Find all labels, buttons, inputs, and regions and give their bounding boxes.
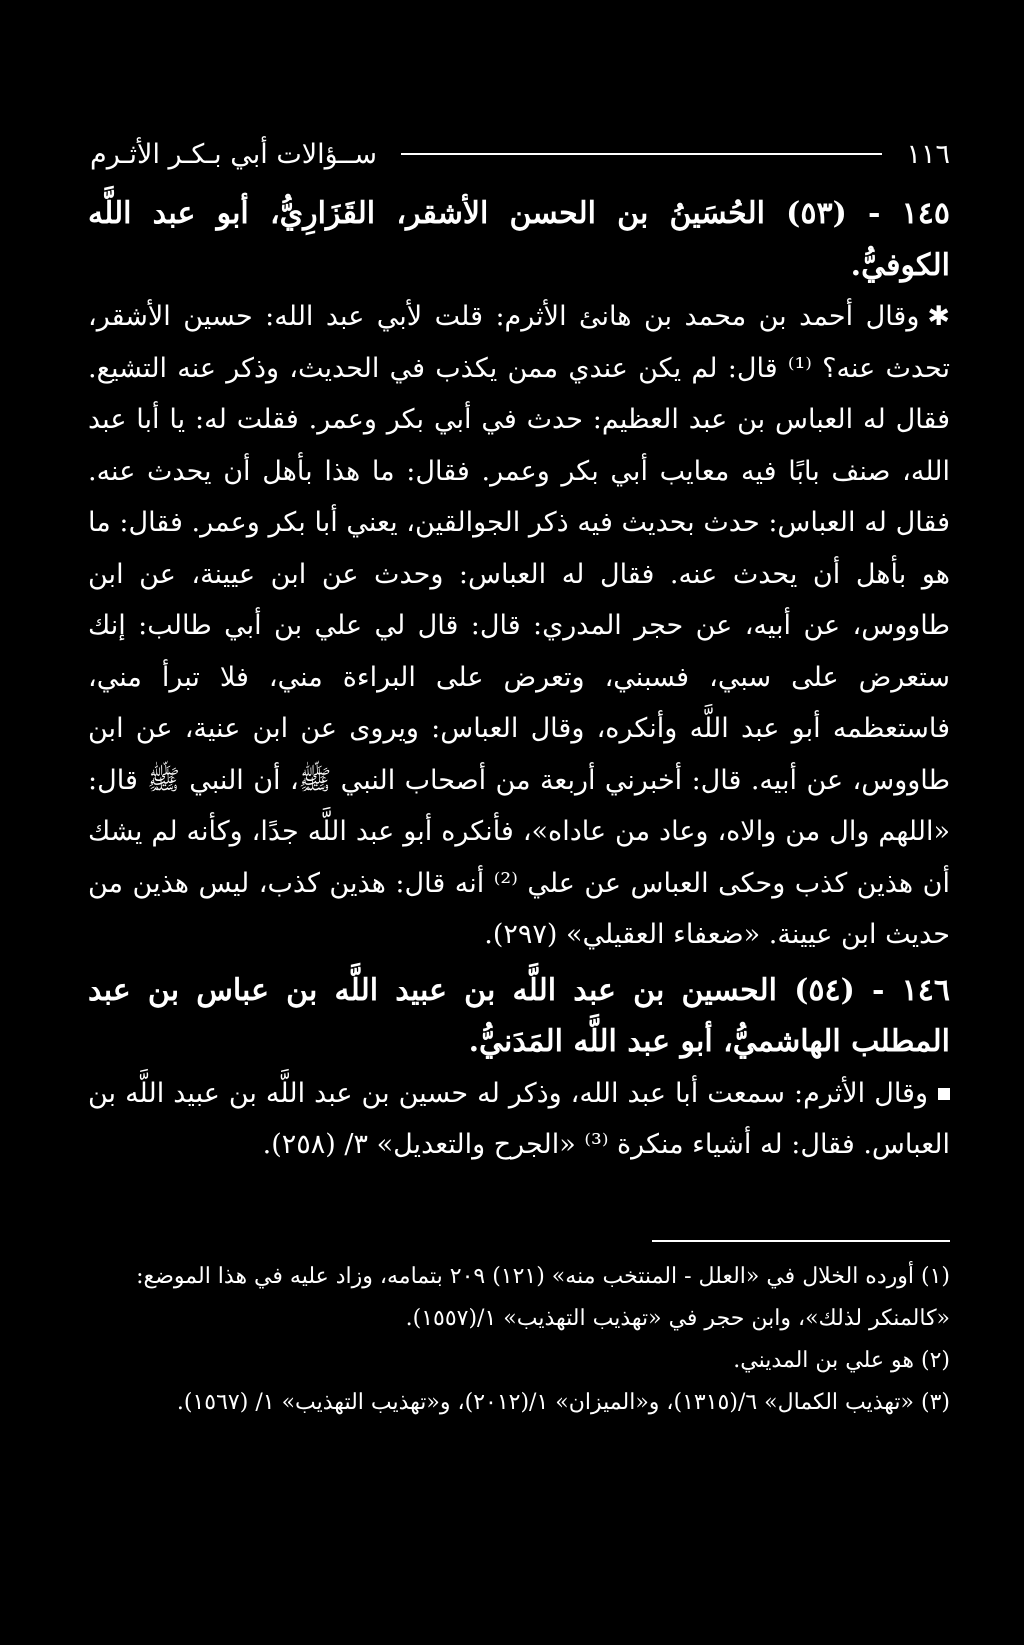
entry-paragraph-text: وقال الأثرم: سمعت أبا عبد الله، وذكر له حسين بن عبد اللَّه بن عبيد اللَّه بن العباس. فقال: له أشياء منكرة ⁽³⁾ «الجرح والتعديل» ٣/ (٢٥٨).	[88, 1077, 950, 1160]
page-header	[90, 132, 950, 176]
page-number: ١١٦	[906, 138, 950, 170]
entry-paragraph	[88, 1068, 950, 1171]
entry-title: ١٤٦ - (٥٤) الحسين بن عبد اللَّه بن عبيد اللَّه بن عباس بن عبد المطلب الهاشميُّ، أبو عبد اللَّه المَدَنيُّ.	[88, 972, 950, 1059]
entry-title: ١٤٥ - (٥٣) الحُسَينُ بن الحسن الأشقر، القَزَارِيُّ، أبو عبد اللَّه الكوفيُّ.	[88, 196, 950, 283]
main-text	[88, 188, 950, 1171]
footnote-separator	[652, 1240, 950, 1242]
entry-paragraph-text: وقال أحمد بن محمد بن هانئ الأثرم: قلت لأبي عبد الله: حسين الأشقر، تحدث عنه؟ ⁽¹⁾ قال: لم يكن عندي ممن يكذب في الحديث، وذكر عنه التشيع. فقال له العباس بن عبد العظيم: حدث في أبي بكر وعمر. فقلت له: يا أبا عبد الله، صنف بابًا فيه معايب أبي بكر وعمر. فقال: ما هذا بأهل أن يحدث عنه. فقال له العباس: حدث بحديث فيه ذكر الجوالقين، يعني أبا بكر وعمر. فقال: ما هو بأهل أن يحدث عنه. فقال له العباس: وحدث عن ابن عيينة، عن ابن طاووس، عن أبيه، عن حجر المدري: قال: قال لي علي بن أبي طالب: إنك ستعرض على سبي، فسبني، وتعرض على البراءة مني، فلا تبرأ مني، فاستعظمه أبو عبد اللَّه وأنكره، وقال العباس: ويروى عن ابن عنية، عن ابن طاووس، عن أبيه. قال: أخبرني أربعة من أصحاب النبي ﷺ، أن النبي ﷺ قال: «اللهم وال من والاه، وعاد من عاداه»، فأنكره أبو عبد اللَّه جدًا، وكأنه لم يشك أن هذين كذب وحكى العباس عن علي ⁽²⁾ أنه قال: هذين كذب، ليس هذين من حديث ابن عيينة. «ضعفاء العقيلي» (٢٩٧).	[88, 301, 951, 950]
entry-paragraph	[88, 291, 950, 961]
footnote: (٣) «تهذيب الكمال» ٦/(١٣١٥)، و«الميزان» ١/(٢٠١٢)، و«تهذيب التهذيب» ١/ (١٥٦٧).	[176, 1390, 950, 1415]
square-bullet-icon	[938, 1088, 950, 1100]
footnote: (١) أورده الخلال في «العلل - المنتخب منه» (١٢١) ٢٠٩ بتمامه، وزاد عليه في هذا الموضع: «كالمنكر لذلك»، وابن حجر في «تهذيب التهذيب» ١/(١٥٥٧).	[136, 1264, 950, 1331]
star-icon: ✱	[927, 301, 950, 332]
footnotes	[88, 1256, 950, 1424]
running-title: ســؤالات أبي بـكـر الأثـرم	[90, 138, 378, 170]
footnote: (٢) هو علي بن المديني.	[733, 1348, 950, 1373]
header-rule	[401, 153, 882, 155]
